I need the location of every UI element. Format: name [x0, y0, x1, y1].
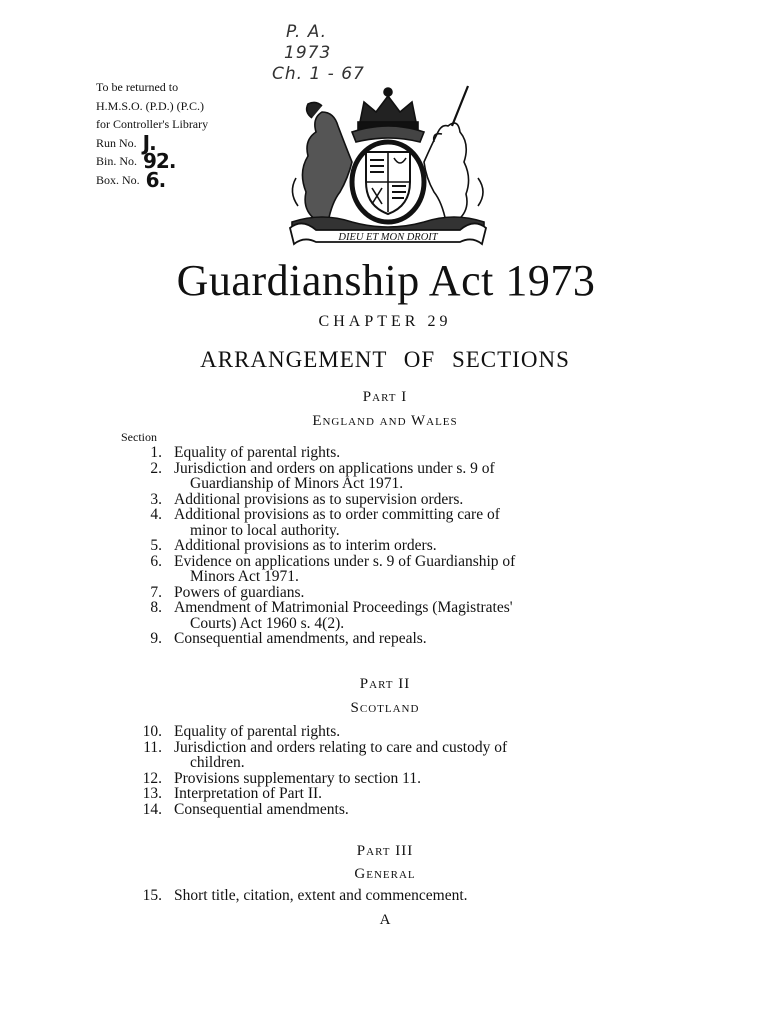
section-number: 4. — [150, 506, 162, 523]
toc-entry — [112, 445, 652, 461]
toc-entry — [112, 786, 652, 802]
section-number: 10. — [142, 723, 162, 740]
royal-coat-of-arms-icon — [282, 82, 494, 247]
document-title: Guardianship Act 1973 — [176, 256, 596, 305]
section-number: 11. — [143, 738, 162, 756]
section-title: Consequential amendments. — [174, 800, 349, 818]
section-title: Evidence on applications under s. 9 of Guardianship of — [174, 552, 516, 570]
part-3-sections — [112, 888, 652, 904]
section-title: Jurisdiction and orders relating to care and custody of — [174, 738, 508, 756]
library-stamp — [96, 78, 209, 192]
section-number: 3. — [150, 490, 162, 508]
stamp-line: for Controller's Library — [96, 117, 209, 131]
section-number: 14. — [142, 800, 162, 818]
handwritten-note — [272, 22, 365, 85]
stamp-bin-value: 92. — [143, 149, 176, 174]
part-name: General — [354, 866, 416, 882]
section-title-continuation: Courts) Act 1960 s. 4(2). — [190, 614, 345, 632]
part-name: England and Wales — [312, 413, 458, 429]
stamp-box-label: Box. No. — [96, 172, 140, 187]
stamp-box-row — [96, 167, 208, 192]
toc-entry — [112, 507, 652, 538]
toc-entry — [112, 600, 652, 631]
signature-mark: A — [379, 912, 391, 928]
section-number: 9. — [150, 630, 162, 647]
chapter-heading: CHAPTER 29 — [318, 313, 452, 330]
part-1-sections — [112, 445, 652, 647]
toc-entry — [112, 554, 652, 585]
section-number: 12. — [142, 769, 162, 787]
motto-text: DIEU ET MON DROIT — [338, 232, 438, 243]
toc-entry — [112, 631, 652, 647]
section-number: 2. — [150, 459, 162, 477]
stamp-run-label: Run No. — [96, 135, 137, 150]
section-title: Powers of guardians. — [174, 583, 305, 601]
section-title: Provisions supplementary to section 11. — [174, 769, 421, 787]
section-title-continuation: Guardianship of Minors Act 1971. — [190, 475, 404, 492]
toc-entry — [112, 771, 652, 787]
handwritten-line: 1973 — [284, 43, 332, 63]
toc-entry — [112, 802, 652, 818]
stamp-box-value: 6. — [145, 167, 166, 192]
part-label: Part I — [362, 389, 408, 405]
section-title: Additional provisions as to supervision orders. — [174, 490, 464, 508]
section-column-label: Section — [121, 430, 157, 444]
section-title: Equality of parental rights. — [174, 444, 341, 461]
stamp-bin-label: Bin. No. — [96, 154, 138, 168]
section-title: Consequential amendments, and repeals. — [174, 630, 427, 647]
stamp-line: To be returned to — [96, 80, 179, 94]
section-number: 6. — [150, 552, 162, 570]
section-number: 7. — [150, 583, 162, 601]
section-number: 1. — [150, 444, 162, 461]
part-label: Part II — [359, 676, 411, 692]
section-title: Additional provisions as to interim orders. — [174, 537, 437, 554]
stamp-line: H.M.S.O. (P.D.) (P.C.) — [96, 98, 205, 113]
toc-entry — [112, 724, 652, 740]
section-title-continuation: Minors Act 1971. — [190, 568, 299, 585]
section-title: Short title, citation, extent and commencement. — [174, 887, 468, 904]
section-title: Interpretation of Part II. — [174, 785, 323, 802]
part-label: Part III — [356, 843, 414, 859]
section-title: Equality of parental rights. — [174, 723, 341, 740]
handwritten-line: Ch. 1 - 67 — [272, 64, 365, 84]
section-number: 13. — [142, 785, 162, 802]
stamp-run-value: J. — [142, 130, 156, 155]
toc-entry — [112, 492, 652, 508]
toc-entry — [112, 585, 652, 601]
handwritten-line: P. A. — [286, 22, 328, 42]
toc-entry — [112, 461, 652, 492]
section-title: Jurisdiction and orders on applications under s. 9 of — [174, 459, 495, 477]
arrangement-heading: ARRANGEMENT OF SECTIONS — [200, 347, 570, 372]
toc-entry — [112, 740, 652, 771]
section-number: 8. — [150, 599, 162, 616]
section-title-continuation: minor to local authority. — [190, 521, 340, 539]
part-name: Scotland — [350, 700, 420, 716]
section-number: 5. — [150, 537, 162, 554]
toc-entry — [112, 888, 652, 904]
part-2-sections — [112, 724, 652, 817]
section-title: Additional provisions as to order committing care of — [174, 506, 500, 523]
section-number: 15. — [142, 887, 162, 904]
section-title: Amendment of Matrimonial Proceedings (Magistrates' — [174, 599, 513, 616]
toc-entry — [112, 538, 652, 554]
section-title-continuation: children. — [190, 754, 245, 771]
